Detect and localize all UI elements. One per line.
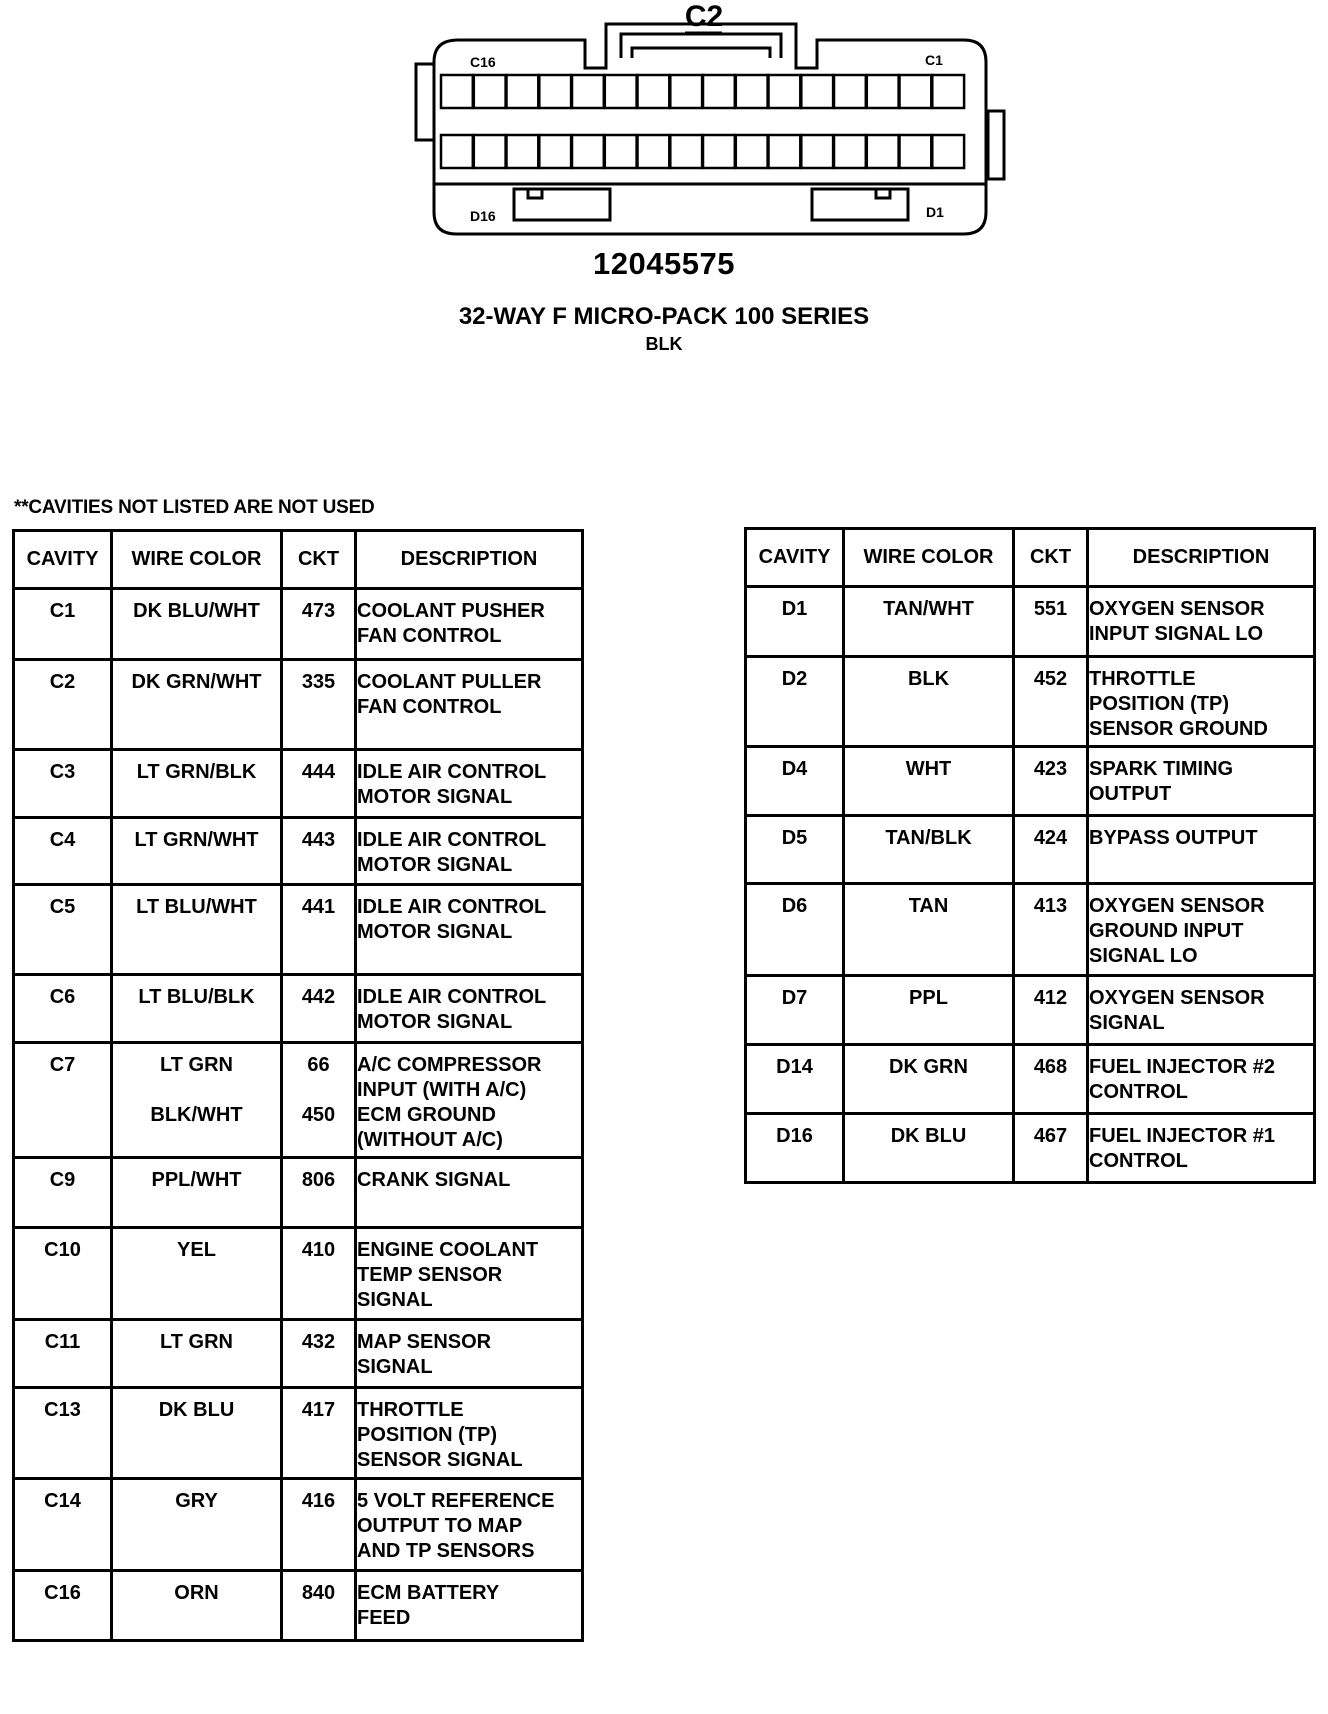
table-row [14, 750, 583, 818]
wire-color: BLK [907, 668, 950, 690]
table-row [746, 587, 1315, 657]
wire-color-cell [844, 657, 1014, 747]
cavity-cell: C1 [14, 589, 112, 660]
ckt-cell [282, 975, 356, 1043]
column-header-description: DESCRIPTION [1088, 529, 1315, 587]
pin-cavity [441, 135, 473, 168]
cavity-table-d [744, 527, 1316, 1184]
ckt-cell [1014, 884, 1088, 976]
connector-left-latch [416, 64, 434, 140]
wire-color-cell [112, 975, 282, 1043]
wire-color: TAN [908, 895, 949, 917]
description-cell: THROTTLE POSITION (TP) SENSOR GROUND [1088, 657, 1315, 747]
circuit-number: 468 [1033, 1056, 1068, 1078]
description-cell: FUEL INJECTOR #1 CONTROL [1088, 1114, 1315, 1183]
ckt-cell [282, 885, 356, 975]
part-description: 32-WAY F MICRO-PACK 100 SERIES [458, 303, 870, 330]
description-cell: OXYGEN SENSOR INPUT SIGNAL LO [1088, 587, 1315, 657]
pin-cavity [539, 75, 571, 108]
wire-color-cell [112, 660, 282, 750]
description-cell: ECM BATTERY FEED [356, 1571, 583, 1641]
ckt-cell [1014, 976, 1088, 1045]
pin-cavity [769, 135, 801, 168]
pin-label-c1: C1 [925, 52, 943, 68]
wire-color: LT GRN [160, 1054, 233, 1076]
connector-color: BLK [645, 334, 683, 354]
ckt-cell [282, 1158, 356, 1228]
circuit-number: 442 [301, 986, 336, 1008]
circuit-number: 840 [301, 1582, 336, 1604]
circuit-number: 66 [307, 1054, 330, 1076]
table-row [14, 885, 583, 975]
description-cell: IDLE AIR CONTROL MOTOR SIGNAL [356, 818, 583, 885]
pin-cavity [670, 75, 702, 108]
wire-color: BLK/WHT [150, 1104, 243, 1126]
table-row [746, 657, 1315, 747]
table-row [14, 660, 583, 750]
pin-cavity [703, 75, 735, 108]
wire-color: LT BLU/BLK [138, 986, 255, 1008]
wire-color: GRY [175, 1490, 218, 1512]
description-cell: OXYGEN SENSOR GROUND INPUT SIGNAL LO [1088, 884, 1315, 976]
circuit-number: 335 [301, 671, 336, 693]
connector-diagram [0, 0, 1328, 240]
pin-cavity [801, 135, 833, 168]
pin-cavity [703, 135, 735, 168]
pin-cavity [769, 75, 801, 108]
cavity-cell: C9 [14, 1158, 112, 1228]
pin-cavity [670, 135, 702, 168]
pin-cavity [900, 75, 932, 108]
pin-cavity [932, 135, 964, 168]
cavity-cell: C2 [14, 660, 112, 750]
cavity-cell: C7 [14, 1043, 112, 1158]
wire-color-cell [112, 750, 282, 818]
pin-cavity [474, 135, 506, 168]
table-row [746, 747, 1315, 816]
pin-cavity [539, 135, 571, 168]
ckt-cell [1014, 816, 1088, 884]
wire-color: PPL [909, 987, 948, 1009]
ckt-cell [282, 818, 356, 885]
column-header-cavity: CAVITY [14, 531, 112, 589]
description-cell: CRANK SIGNAL [356, 1158, 583, 1228]
cavity-cell: C4 [14, 818, 112, 885]
circuit-number: 410 [301, 1239, 336, 1261]
ckt-cell [1014, 1045, 1088, 1114]
description-cell: FUEL INJECTOR #2 CONTROL [1088, 1045, 1315, 1114]
wire-color: YEL [177, 1239, 216, 1261]
description-cell: IDLE AIR CONTROL MOTOR SIGNAL [356, 885, 583, 975]
table-row [14, 1043, 583, 1158]
cavity-cell: D7 [746, 976, 844, 1045]
pin-cavity [507, 135, 539, 168]
cavity-cell: C6 [14, 975, 112, 1043]
wire-color: LT BLU/WHT [136, 896, 257, 918]
ckt-cell [1014, 747, 1088, 816]
cavity-cell: C5 [14, 885, 112, 975]
cavity-cell: C16 [14, 1571, 112, 1641]
wire-color-cell [844, 884, 1014, 976]
table-header-row [14, 531, 583, 589]
description-cell: IDLE AIR CONTROL MOTOR SIGNAL [356, 750, 583, 818]
wire-color: TAN/BLK [885, 827, 972, 849]
cavity-cell: D1 [746, 587, 844, 657]
wire-color-cell [112, 1320, 282, 1388]
description-cell: BYPASS OUTPUT [1088, 816, 1315, 884]
pin-cavity [834, 135, 866, 168]
circuit-number: 444 [301, 761, 336, 783]
pin-cavity [605, 75, 637, 108]
column-header-ckt: CKT [1014, 529, 1088, 587]
cavity-cell: D16 [746, 1114, 844, 1183]
wire-color-cell [112, 1228, 282, 1320]
wire-color-cell [844, 1045, 1014, 1114]
wire-color-cell [112, 1479, 282, 1571]
unused-cavities-note: **CAVITIES NOT LISTED ARE NOT USED [14, 497, 375, 518]
part-number: 12045575 [593, 246, 735, 281]
pin-cavity [572, 135, 604, 168]
table-row [14, 818, 583, 885]
circuit-number: 806 [301, 1169, 336, 1191]
ckt-cell [282, 589, 356, 660]
table-row [14, 1158, 583, 1228]
description-cell: THROTTLE POSITION (TP) SENSOR SIGNAL [356, 1388, 583, 1479]
circuit-number: 423 [1033, 758, 1068, 780]
description-cell: A/C COMPRESSOR INPUT (WITH A/C) ECM GROUND (WITHOUT A/C) [356, 1043, 583, 1158]
connector-key-tab [621, 34, 781, 58]
wire-color: WHT [905, 758, 952, 780]
wire-color: TAN/WHT [883, 598, 974, 620]
table-row [14, 975, 583, 1043]
wire-color: DK BLU [890, 1125, 967, 1147]
description-cell: IDLE AIR CONTROL MOTOR SIGNAL [356, 975, 583, 1043]
wire-color: DK BLU [158, 1399, 235, 1421]
pin-label-c16: C16 [470, 54, 496, 70]
circuit-number: 432 [301, 1331, 336, 1353]
pin-cavity [441, 75, 473, 108]
ckt-cell [1014, 587, 1088, 657]
ckt-cell [282, 660, 356, 750]
wire-color-cell [112, 1158, 282, 1228]
table-header-row [746, 529, 1315, 587]
connector-right-latch [988, 111, 1004, 179]
circuit-number: 467 [1033, 1125, 1068, 1147]
wire-color: LT GRN [160, 1331, 233, 1353]
description-cell: SPARK TIMING OUTPUT [1088, 747, 1315, 816]
pin-cavity [572, 75, 604, 108]
column-header-wire-color: WIRE COLOR [112, 531, 282, 589]
table-row [746, 1045, 1315, 1114]
circuit-number: 416 [301, 1490, 336, 1512]
pin-label-d16: D16 [470, 208, 496, 224]
circuit-number: 450 [301, 1104, 336, 1126]
pin-cavity [605, 135, 637, 168]
column-header-wire-color: WIRE COLOR [844, 529, 1014, 587]
cavity-cell: D5 [746, 816, 844, 884]
cavity-cell: C14 [14, 1479, 112, 1571]
wire-color: DK GRN [889, 1056, 968, 1078]
pin-label-d1: D1 [926, 204, 944, 220]
pin-cavity [834, 75, 866, 108]
ckt-cell [1014, 1114, 1088, 1183]
circuit-number: 443 [301, 829, 336, 851]
ckt-cell [282, 1320, 356, 1388]
table-row [14, 1228, 583, 1320]
description-cell: 5 VOLT REFERENCE OUTPUT TO MAP AND TP SENSORS [356, 1479, 583, 1571]
wire-color-cell [844, 747, 1014, 816]
circuit-number: 452 [1033, 668, 1068, 690]
cavity-cell: C3 [14, 750, 112, 818]
ckt-cell [282, 750, 356, 818]
cavity-table-c [12, 529, 584, 1642]
table-row [14, 1479, 583, 1571]
wire-color: DK BLU/WHT [133, 600, 260, 622]
wire-color-cell [112, 1043, 282, 1158]
pin-cavity [736, 135, 768, 168]
connector-body [434, 24, 986, 234]
cavity-cell: C13 [14, 1388, 112, 1479]
wire-color: PPL/WHT [151, 1169, 242, 1191]
wire-color-cell [844, 976, 1014, 1045]
cavity-cell: D4 [746, 747, 844, 816]
cavity-cell: C11 [14, 1320, 112, 1388]
circuit-number: 412 [1033, 987, 1068, 1009]
ckt-cell [282, 1388, 356, 1479]
table-row [14, 1320, 583, 1388]
wire-color-cell [112, 1388, 282, 1479]
table-row [746, 884, 1315, 976]
cavity-cell: D2 [746, 657, 844, 747]
wire-color-cell [112, 1571, 282, 1641]
pin-cavity [638, 135, 670, 168]
description-cell: ENGINE COOLANT TEMP SENSOR SIGNAL [356, 1228, 583, 1320]
circuit-number: 424 [1033, 827, 1068, 849]
circuit-number: 551 [1033, 598, 1068, 620]
wire-color-cell [112, 885, 282, 975]
description-cell: COOLANT PULLER FAN CONTROL [356, 660, 583, 750]
description-cell: OXYGEN SENSOR SIGNAL [1088, 976, 1315, 1045]
circuit-number: 441 [301, 896, 336, 918]
pin-cavity [736, 75, 768, 108]
ckt-cell [282, 1479, 356, 1571]
table-row [14, 1571, 583, 1641]
column-header-cavity: CAVITY [746, 529, 844, 587]
pin-cavity [867, 75, 899, 108]
pin-cavity [932, 75, 964, 108]
wire-color-cell [844, 1114, 1014, 1183]
wire-color: DK GRN/WHT [131, 671, 262, 693]
table-row [746, 976, 1315, 1045]
cavity-cell: C10 [14, 1228, 112, 1320]
column-header-description: DESCRIPTION [356, 531, 583, 589]
wire-color-cell [112, 589, 282, 660]
pin-cavity [867, 135, 899, 168]
wire-color-cell [844, 816, 1014, 884]
wire-color: LT GRN/WHT [134, 829, 259, 851]
pin-cavity [474, 75, 506, 108]
ckt-cell [1014, 657, 1088, 747]
pin-cavity [900, 135, 932, 168]
cavity-cell: D14 [746, 1045, 844, 1114]
wire-color: LT GRN/BLK [136, 761, 257, 783]
table-row [746, 1114, 1315, 1183]
connector-lock-right [812, 189, 908, 220]
circuit-number: 473 [301, 600, 336, 622]
pin-cavity [801, 75, 833, 108]
table-row [14, 1388, 583, 1479]
column-header-ckt: CKT [282, 531, 356, 589]
circuit-number: 417 [301, 1399, 336, 1421]
wire-color: ORN [174, 1582, 219, 1604]
pin-cavity [507, 75, 539, 108]
ckt-cell [282, 1228, 356, 1320]
ckt-cell [282, 1571, 356, 1641]
wire-color-cell [112, 818, 282, 885]
pin-cavity [638, 75, 670, 108]
description-cell: COOLANT PUSHER FAN CONTROL [356, 589, 583, 660]
table-row [746, 816, 1315, 884]
connector-name: C2 [684, 0, 724, 33]
table-row [14, 589, 583, 660]
cavity-cell: D6 [746, 884, 844, 976]
description-cell: MAP SENSOR SIGNAL [356, 1320, 583, 1388]
circuit-number: 413 [1033, 895, 1068, 917]
wire-color-cell [844, 587, 1014, 657]
ckt-cell [282, 1043, 356, 1158]
